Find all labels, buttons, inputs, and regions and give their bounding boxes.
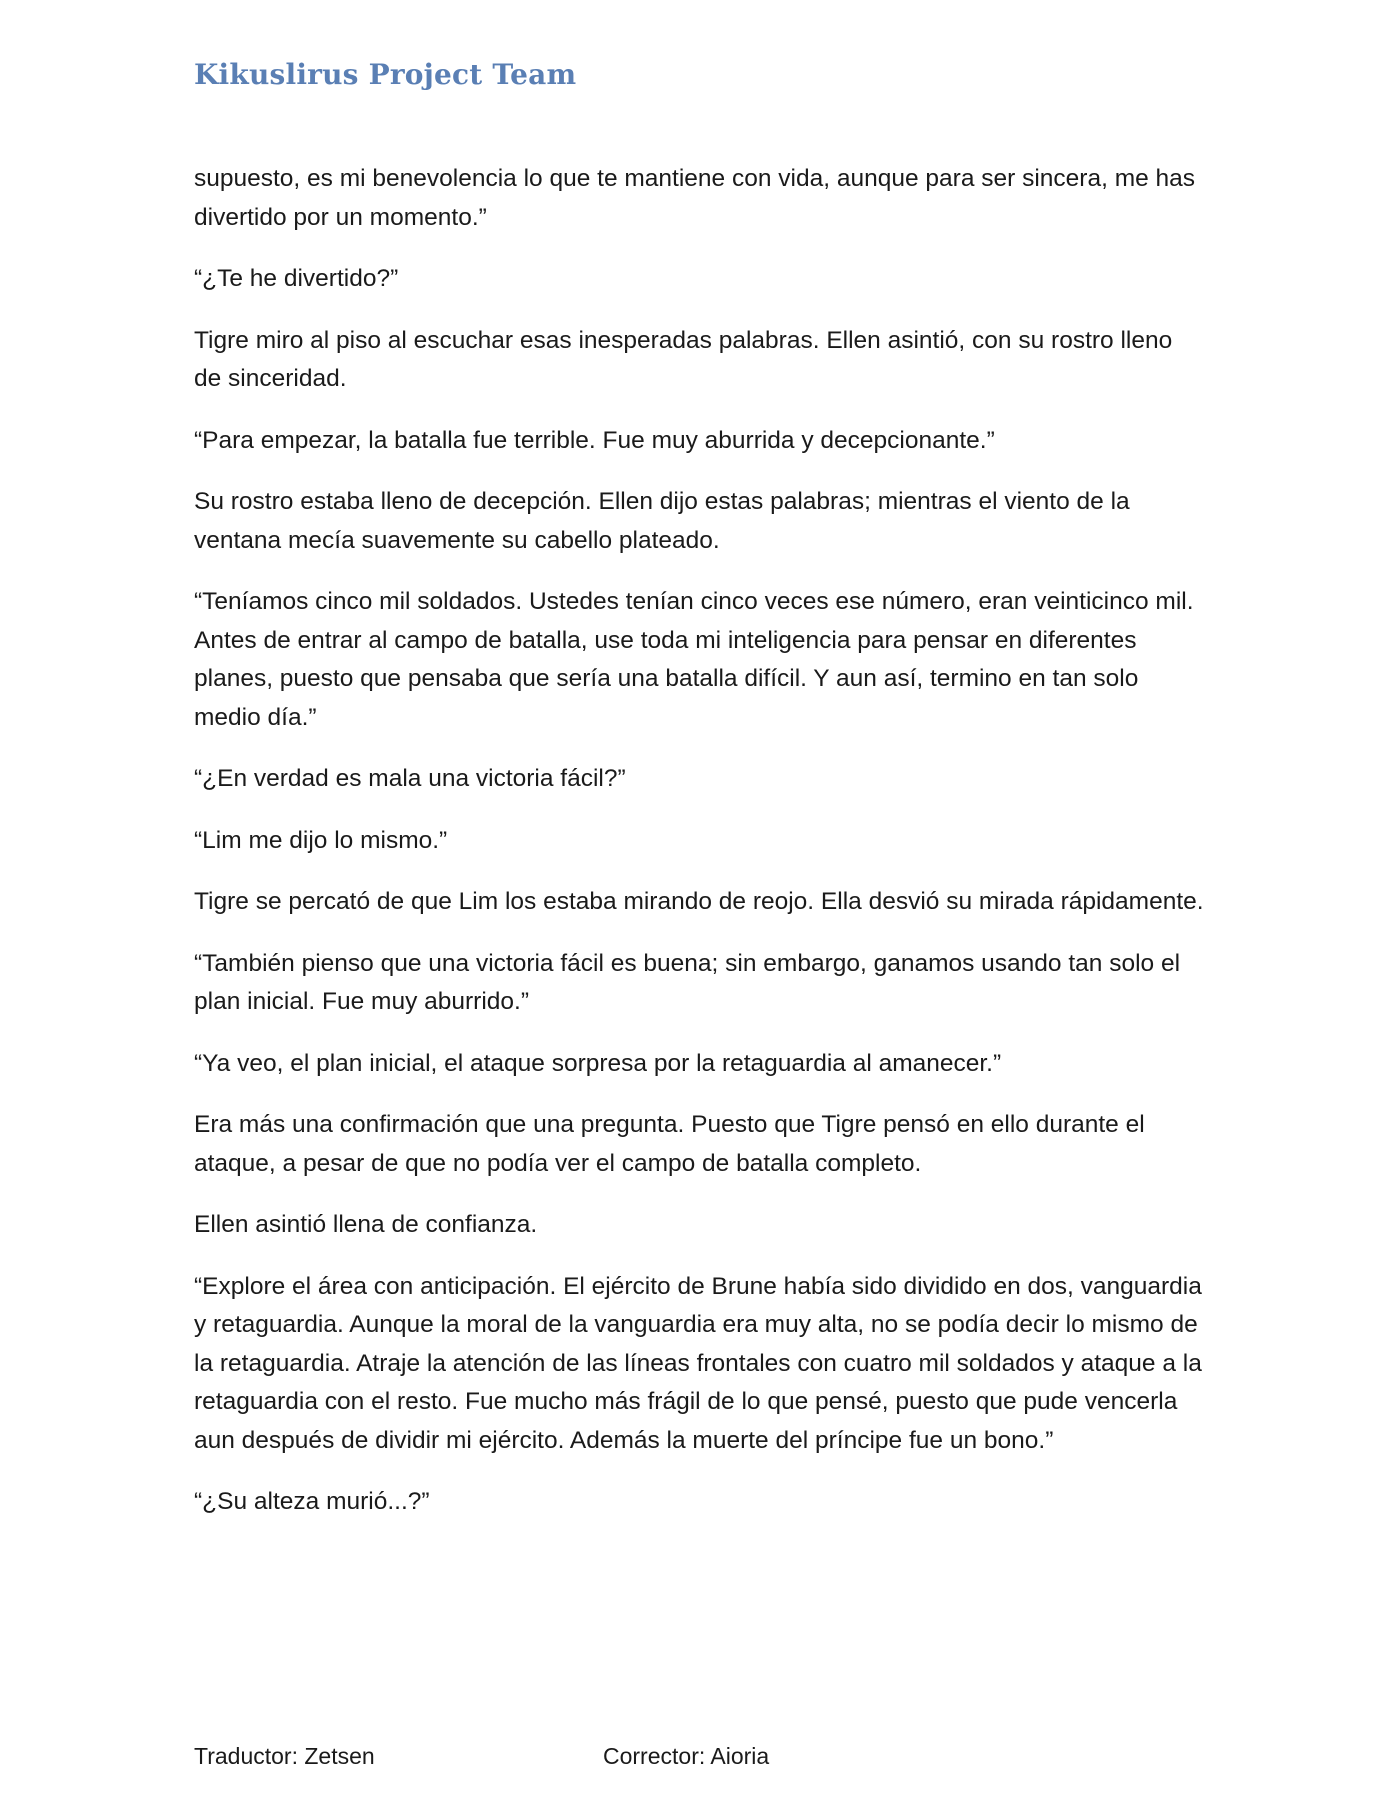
paragraph: “¿En verdad es mala una victoria fácil?” bbox=[194, 765, 626, 792]
paragraph: “Ya veo, el plan inicial, el ataque sorpresa por la retaguardia al amanecer.” bbox=[194, 1049, 1002, 1077]
paragraph: “Explore el área con anticipación. El ejército de Brune había sido dividido en dos, vanguardia y retaguardia. Aunque la moral de la vanguardia era muy alta, no se podía decir lo mismo de la retaguardia. Atraje la atención de las líneas frontales con cuatro mil soldados y ataque a la retaguardia con el resto. Fue mucho más frágil de lo que pensé, puesto que pude vencerla aun después de dividir mi ejército. Además la muerte del príncipe fue un bono.” bbox=[194, 1272, 1202, 1454]
paragraph: Su rostro estaba lleno de decepción. Ellen dijo estas palabras; mientras el viento de la ventana mecía suavemente su cabello plateado. bbox=[194, 488, 1130, 554]
paragraph: Tigre miro al piso al escuchar esas inesperadas palabras. Ellen asintió, con su rostro lleno de sinceridad. bbox=[194, 326, 1173, 392]
paragraph: Tigre se percató de que Lim los estaba mirando de reojo. Ella desvió su mirada rápidamente. bbox=[194, 888, 1204, 915]
paragraph: Ellen asintió llena de confianza. bbox=[194, 1211, 538, 1238]
header-title: Kikuslirus Project Team bbox=[194, 58, 577, 91]
paragraph: “¿Te he divertido?” bbox=[194, 265, 399, 292]
paragraph: “¿Su alteza murió...?” bbox=[194, 1488, 430, 1515]
paragraph: “Lim me dijo lo mismo.” bbox=[194, 826, 448, 854]
paragraph: “También pienso que una victoria fácil es buena; sin embargo, ganamos usando tan solo el plan inicial. Fue muy aburrido.” bbox=[194, 949, 1181, 1015]
paragraph: supuesto, es mi benevolencia lo que te mantiene con vida, aunque para ser sincera, me has divertido por un momento.” bbox=[194, 165, 1196, 231]
paragraph: “Para empezar, la batalla fue terrible. Fue muy aburrida y decepcionante.” bbox=[194, 426, 995, 454]
document-body bbox=[194, 160, 1206, 1545]
paragraph: “Teníamos cinco mil soldados. Ustedes tenían cinco veces ese número, eran veinticinco mil. Antes de entrar al campo de batalla, use toda mi inteligencia para pensar en diferentes planes, puesto que pensaba que sería una batalla difícil. Y aun así, termino en tan solo medio día.” bbox=[194, 588, 1194, 731]
paragraph: Era más una confirmación que una pregunta. Puesto que Tigre pensó en ello durante el ataque, a pesar de que no podía ver el campo de batalla completo. bbox=[194, 1111, 1145, 1177]
translator-credit: Traductor: Zetsen bbox=[194, 1743, 375, 1769]
corrector-credit: Corrector: Aioria bbox=[603, 1743, 770, 1769]
